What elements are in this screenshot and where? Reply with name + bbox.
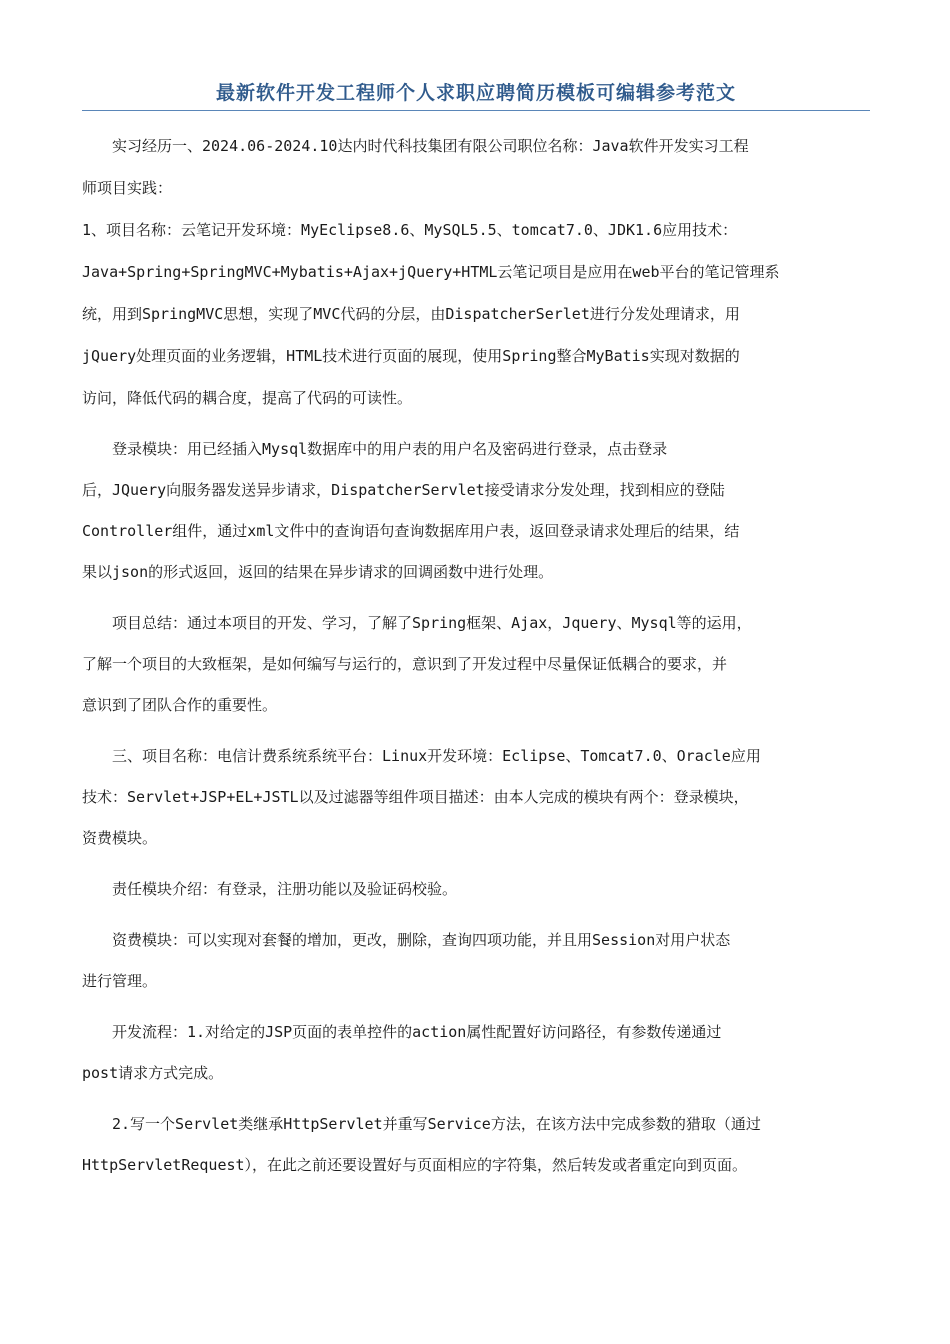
text-line: 进行管理。 [82, 972, 158, 990]
paragraph-servlet-step [82, 1104, 870, 1186]
text-line: 了解一个项目的大致框架，是如何编写与运行的，意识到了开发过程中尽量保证低耦合的要求，并 [82, 655, 728, 673]
text-line: 开发流程：1.对给定的JSP页面的表单控件的action属性配置好访问路径，有参数传递通过 [82, 1023, 722, 1041]
text-line: 资费模块：可以实现对套餐的增加，更改，删除，查询四项功能，并且用Session对用户状态 [82, 931, 731, 949]
text-line: Controller组件，通过xml文件中的查询语句查询数据库用户表，返回登录请求处理后的结果，结 [82, 522, 740, 540]
text-line: jQuery处理页面的业务逻辑，HTML技术进行页面的展现，使用Spring整合MyBatis实现对数据的 [82, 347, 740, 365]
paragraph-internship [82, 125, 870, 419]
text-line: 资费模块。 [82, 829, 158, 847]
text-line: 2.写一个Servlet类继承HttpServlet并重写Service方法，在该方法中完成参数的猎取（通过 [82, 1115, 761, 1133]
text-line: 项目总结：通过本项目的开发、学习，了解了Spring框架、Ajax，Jquery、Mysql等的运用， [82, 614, 752, 632]
paragraph-responsibility [82, 869, 870, 910]
text-line: post请求方式完成。 [82, 1064, 224, 1082]
text-line: 果以json的形式返回，返回的结果在异步请求的回调函数中进行处理。 [82, 563, 554, 581]
text-line: 意识到了团队合作的重要性。 [82, 696, 278, 714]
text-line: HttpServletRequest），在此之前还要设置好与页面相应的字符集，然后转发或者重定向到页面。 [82, 1156, 748, 1174]
title-underline [82, 110, 870, 111]
text-line: 访问，降低代码的耦合度，提高了代码的可读性。 [82, 389, 413, 407]
text-line: 师项目实践： [82, 179, 173, 197]
paragraph-dev-process [82, 1012, 870, 1094]
document-title: 最新软件开发工程师个人求职应聘简历模板可编辑参考范文 [215, 82, 736, 104]
paragraph-telecom-project [82, 736, 870, 859]
document-page [82, 78, 870, 1186]
paragraph-login-module [82, 429, 870, 593]
text-line: 登录模块：用已经插入Mysql数据库中的用户表的用户名及密码进行登录，点击登录 [82, 440, 668, 458]
text-line: 后，JQuery向服务器发送异步请求，DispatcherServlet接受请求分发处理，找到相应的登陆 [82, 481, 725, 499]
paragraph-project-summary [82, 603, 870, 726]
text-line: 三、项目名称：电信计费系统系统平台：Linux开发环境：Eclipse、Tomcat7.0、Oracle应用 [82, 747, 761, 765]
text-line: Java+Spring+SpringMVC+Mybatis+Ajax+jQuery+HTML云笔记项目是应用在web平台的笔记管理系 [82, 263, 780, 281]
text-line: 统，用到SpringMVC思想，实现了MVC代码的分层，由DispatcherSerlet进行分发处理请求，用 [82, 305, 740, 323]
text-line: 实习经历一、2024.06-2024.10达内时代科技集团有限公司职位名称：Java软件开发实习工程 [82, 137, 749, 155]
paragraph-tariff-module [82, 920, 870, 1002]
text-line: 技术：Servlet+JSP+EL+JSTL以及过滤器等组件项目描述：由本人完成的模块有两个：登录模块， [82, 788, 749, 806]
text-line: 责任模块介绍：有登录，注册功能以及验证码校验。 [82, 880, 458, 898]
text-line: 1、项目名称：云笔记开发环境：MyEclipse8.6、MySQL5.5、tomcat7.0、JDK1.6应用技术： [82, 221, 738, 239]
